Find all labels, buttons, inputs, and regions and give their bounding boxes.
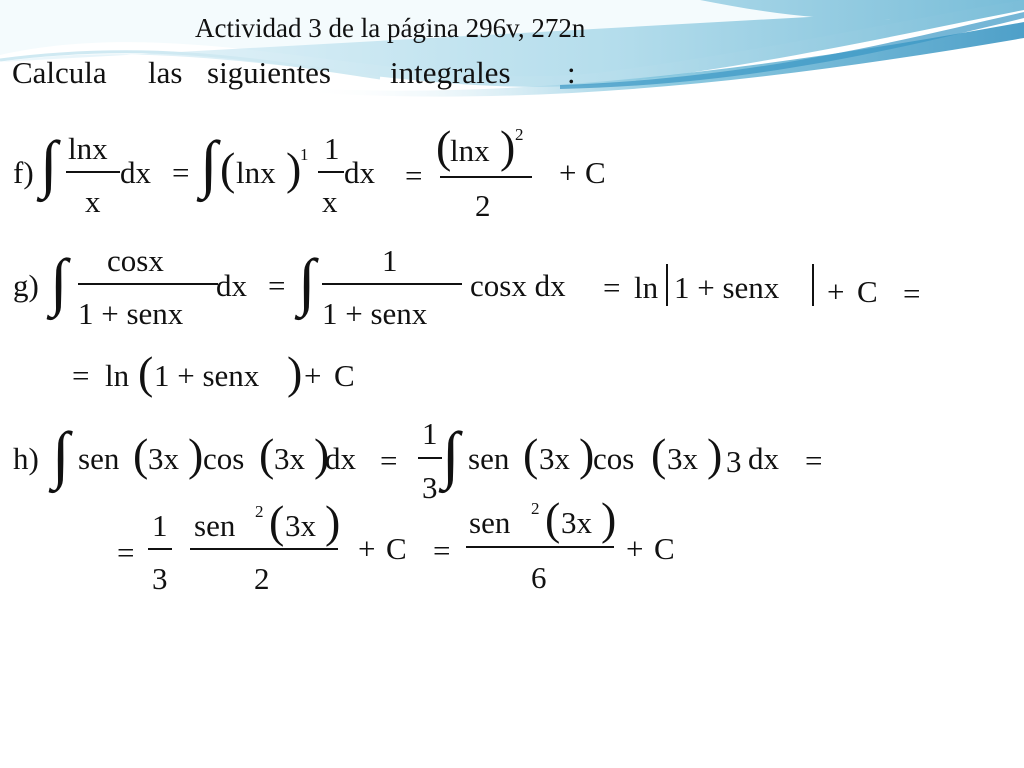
g-label: g)	[13, 268, 39, 303]
integral-sign-icon: ∫	[200, 128, 218, 199]
f-constant: C	[585, 155, 606, 190]
g-num-2: 1	[382, 243, 398, 278]
h-arg-2: 3x	[274, 441, 305, 476]
left-paren: (	[133, 429, 149, 480]
h-r2-frac-num: 1	[152, 508, 168, 543]
g-constant: C	[857, 274, 878, 309]
fraction-bar	[322, 283, 462, 285]
integral-sign-icon: ∫	[40, 128, 58, 199]
integral-sign-icon: ∫	[298, 246, 316, 317]
fraction-bar	[318, 171, 344, 173]
integral-sign-icon: ∫	[52, 419, 70, 490]
g-den-2: 1 + senx	[322, 296, 428, 331]
g-ln: ln	[634, 270, 659, 305]
h-dx-1: dx	[325, 441, 356, 476]
g-line2-equals: =	[72, 358, 90, 393]
g-den-1: 1 + senx	[78, 296, 184, 331]
h-r2-plus-2: +	[626, 531, 644, 566]
right-paren: )	[601, 493, 617, 544]
instruction-word-4: integrales	[390, 55, 511, 90]
instruction-colon: :	[567, 55, 576, 90]
f-plus: +	[559, 155, 577, 190]
h-arg-3: 3x	[539, 441, 570, 476]
g-equals-3: =	[903, 276, 921, 311]
h-r2-den-2: 6	[531, 560, 547, 595]
f-den-3: 2	[475, 188, 491, 223]
fraction-bar	[78, 283, 218, 285]
fraction-bar	[418, 457, 442, 459]
h-frac-num: 1	[422, 416, 438, 451]
fraction-bar	[440, 176, 532, 178]
right-paren: )	[500, 121, 516, 172]
h-frac-den: 3	[422, 470, 438, 505]
fraction-bar	[66, 171, 120, 173]
left-paren: (	[259, 429, 275, 480]
integral-sign-icon: ∫	[50, 246, 68, 317]
abs-bar-left	[666, 264, 668, 306]
h-r2-exponent: 2	[255, 502, 264, 521]
h-r2-exponent-2: 2	[531, 499, 540, 518]
right-paren: )	[314, 429, 330, 480]
h-r2-frac-den: 3	[152, 561, 168, 596]
h-dx-2: dx	[748, 441, 779, 476]
f-den-1: x	[85, 184, 101, 219]
left-paren: (	[523, 429, 539, 480]
instruction-word-2: las	[148, 55, 183, 90]
f-exponent-2: 2	[515, 125, 524, 144]
abs-bar-right	[812, 264, 814, 306]
h-sen-1: sen	[78, 441, 120, 476]
left-paren: (	[436, 121, 452, 172]
h-equals-2: =	[805, 443, 823, 478]
g-tail: cosx dx	[470, 268, 566, 303]
f-equals-1: =	[172, 155, 190, 190]
left-paren: (	[138, 347, 154, 398]
left-paren: (	[269, 496, 285, 547]
h-arg-4: 3x	[667, 441, 698, 476]
h-r2-sen: sen	[194, 508, 236, 543]
g-line2-ln: ln	[105, 358, 130, 393]
f-lnx: lnx	[236, 155, 276, 190]
h-r2-plus: +	[358, 531, 376, 566]
f-exponent-1: 1	[300, 145, 309, 164]
g-plus: +	[827, 274, 845, 309]
g-line2-arg: 1 + senx	[154, 358, 260, 393]
h-cos-1: cos	[203, 441, 245, 476]
instruction-word-3: siguientes	[207, 55, 331, 90]
g-equals-1: =	[268, 268, 286, 303]
instruction-word-1: Calcula	[12, 55, 107, 90]
g-abs-arg: 1 + senx	[674, 270, 780, 305]
g-dx-1: dx	[216, 268, 247, 303]
fraction-bar	[466, 546, 614, 548]
g-line2-constant: C	[334, 358, 355, 393]
right-paren: )	[707, 429, 723, 480]
right-paren: )	[579, 429, 595, 480]
h-r2-constant-2: C	[654, 531, 675, 566]
h-r2-equals-1: =	[117, 535, 135, 570]
h-r2-sen-2: sen	[469, 505, 511, 540]
h-label: h)	[13, 441, 39, 476]
left-paren: (	[545, 493, 561, 544]
f-dx-1: dx	[120, 155, 151, 190]
f-equals-2: =	[405, 158, 423, 193]
f-num-3: lnx	[450, 133, 490, 168]
g-line2-plus: +	[304, 358, 322, 393]
h-r2-equals-2: =	[433, 533, 451, 568]
h-r2-den: 2	[254, 561, 270, 596]
right-paren: )	[287, 347, 303, 398]
f-num-1: lnx	[68, 131, 108, 166]
h-three: 3	[726, 444, 742, 479]
integral-sign-icon: ∫	[442, 419, 460, 490]
h-arg-1: 3x	[148, 441, 179, 476]
h-r2-arg: 3x	[285, 508, 316, 543]
h-equals-1: =	[380, 443, 398, 478]
h-sen-2: sen	[468, 441, 510, 476]
fraction-bar	[190, 548, 338, 550]
right-paren: )	[188, 429, 204, 480]
left-paren: (	[220, 143, 236, 194]
page-header: Actividad 3 de la página 296v, 272n	[195, 13, 586, 43]
g-num-1: cosx	[107, 243, 164, 278]
f-num-2: 1	[324, 131, 340, 166]
g-equals-2: =	[603, 270, 621, 305]
left-paren: (	[651, 429, 667, 480]
h-r2-arg-2: 3x	[561, 505, 592, 540]
f-label: f)	[13, 155, 34, 190]
h-r2-constant: C	[386, 531, 407, 566]
f-dx-2: dx	[344, 155, 375, 190]
h-cos-2: cos	[593, 441, 635, 476]
f-den-2: x	[322, 184, 338, 219]
right-paren: )	[325, 496, 341, 547]
right-paren: )	[286, 143, 302, 194]
fraction-bar	[148, 548, 172, 550]
